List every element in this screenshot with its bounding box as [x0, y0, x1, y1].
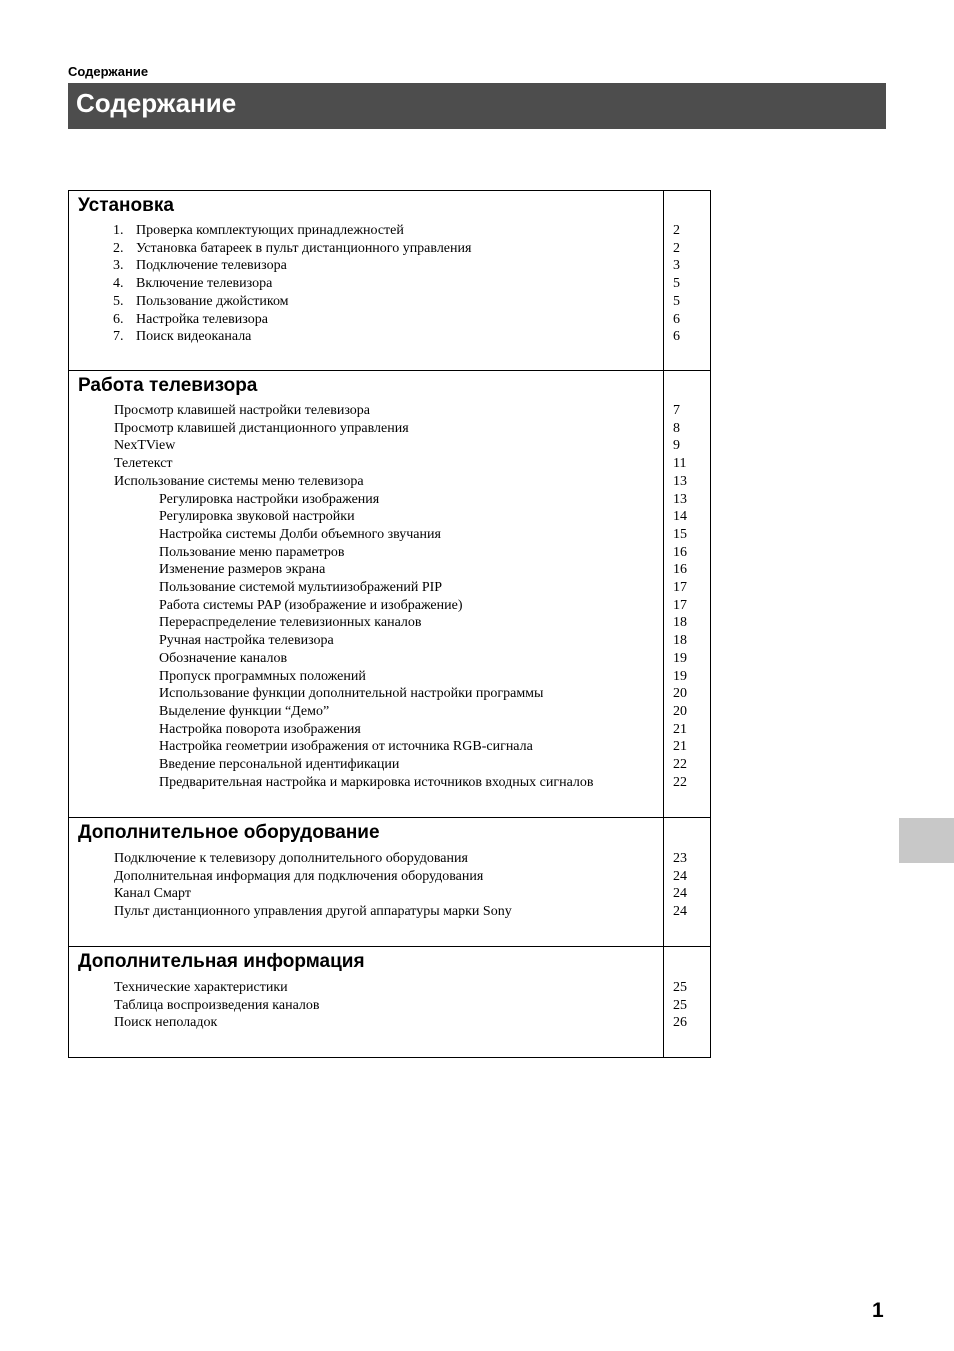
toc-entry-label: Просмотр клавишей дистанционного управления: [114, 420, 409, 436]
toc-entry[interactable]: [69, 438, 712, 456]
toc-entry-label: Таблица воспроизведения каналов: [114, 997, 320, 1013]
toc-entry-number: 4.: [113, 276, 124, 292]
toc-entry-number: 5.: [113, 293, 124, 309]
toc-entry-page: 3: [673, 258, 680, 274]
toc-entry-number: 1.: [113, 223, 124, 238]
toc-entry-label: Пользование джойстиком: [136, 293, 289, 309]
toc-entry-number: 2.: [113, 240, 124, 256]
toc-section-title: Установка: [78, 195, 174, 216]
toc-entry-page: 16: [673, 544, 687, 560]
toc-entry[interactable]: [69, 886, 712, 904]
toc-section-title: Работа телевизора: [78, 375, 258, 396]
toc-entry-label: Выделение функции “Демо”: [159, 703, 330, 719]
toc-entry-page: 22: [673, 757, 687, 772]
toc-entry-label: Дополнительная информация для подключения оборудования: [114, 868, 484, 884]
toc-entry-page: 13: [673, 473, 687, 489]
toc-entry-label: NexTView: [114, 438, 176, 454]
toc-entry-page: 23: [673, 851, 687, 866]
toc-entry[interactable]: [69, 757, 712, 775]
toc-entry[interactable]: [69, 421, 712, 439]
toc-entry[interactable]: [69, 509, 712, 527]
toc-entry-page: 18: [673, 615, 687, 631]
toc-entry[interactable]: [69, 258, 712, 276]
toc-entry[interactable]: [69, 527, 712, 545]
toc-entry-page: 26: [673, 1015, 687, 1031]
toc-entry[interactable]: [69, 329, 712, 347]
toc-entry[interactable]: [69, 580, 712, 598]
toc-entry[interactable]: [69, 704, 712, 722]
section-tab-marker: [899, 818, 954, 863]
toc-section: [69, 946, 710, 1057]
toc-entry-page: 5: [673, 276, 680, 292]
toc-entry-page: 16: [673, 562, 687, 578]
toc-entry[interactable]: [69, 904, 712, 922]
toc-section-title: Дополнительное оборудование: [78, 822, 380, 843]
toc-entry-label: Канал Смарт: [114, 886, 191, 902]
toc-entry-page: 17: [673, 580, 687, 595]
toc-entry-label: Работа системы PAP (изображение и изображение): [159, 597, 463, 613]
toc-entry-page: 2: [673, 240, 680, 256]
title-bar: [68, 83, 886, 129]
toc-entry[interactable]: [69, 1015, 712, 1033]
toc-entry[interactable]: [69, 545, 712, 563]
toc-section: [69, 191, 710, 370]
toc-entry-number: 7.: [113, 329, 124, 345]
toc-entry[interactable]: [69, 633, 712, 651]
toc-entry-label: Предварительная настройка и маркировка источников входных сигналов: [159, 774, 594, 790]
toc-entry-page: 13: [673, 491, 687, 507]
toc-entry-page: 24: [673, 886, 687, 902]
toc-entry-page: 9: [673, 438, 680, 454]
toc-entry-label: Настройка телевизора: [136, 311, 268, 327]
toc-entry-label: Перераспределение телевизионных каналов: [159, 615, 422, 631]
toc-entry[interactable]: [69, 869, 712, 887]
page-title: Содержание: [76, 88, 237, 118]
toc-entry[interactable]: [69, 562, 712, 580]
toc-entry-label: Введение персональной идентификации: [159, 757, 400, 772]
toc-entry-page: 19: [673, 668, 687, 684]
page-number: 1: [872, 1299, 884, 1322]
toc-entry-label: Ручная настройка телевизора: [159, 633, 334, 649]
toc-entry[interactable]: [69, 276, 712, 294]
toc-entry-label: Использование системы меню телевизора: [114, 473, 364, 489]
toc-entry-label: Изменение размеров экрана: [159, 562, 326, 578]
toc-entry[interactable]: [69, 223, 712, 241]
toc-entry-page: 14: [673, 509, 687, 525]
table-of-contents: [68, 190, 711, 1058]
toc-entry-page: 6: [673, 311, 680, 327]
toc-entry[interactable]: [69, 312, 712, 330]
toc-entry-label: Поиск неполадок: [114, 1015, 218, 1031]
toc-entry-label: Регулировка звуковой настройки: [159, 509, 355, 525]
toc-entry-page: 22: [673, 774, 687, 790]
toc-entry[interactable]: [69, 403, 712, 421]
toc-entry-label: Настройка системы Долби объемного звучания: [159, 526, 441, 542]
toc-entry[interactable]: [69, 474, 712, 492]
toc-entry-page: 19: [673, 650, 687, 666]
toc-entry-label: Поиск видеоканала: [136, 329, 252, 345]
toc-entry-page: 24: [673, 904, 687, 920]
toc-section-title: Дополнительная информация: [78, 951, 365, 972]
toc-entry-label: Просмотр клавишей настройки телевизора: [114, 403, 371, 418]
toc-entry[interactable]: [69, 241, 712, 259]
toc-entry-label: Пользование системой мультиизображений PIP: [159, 580, 443, 595]
toc-entry-page: 20: [673, 686, 687, 702]
toc-section: [69, 817, 710, 946]
toc-entry-label: Подключение к телевизору дополнительного оборудования: [114, 851, 468, 866]
toc-entry[interactable]: [69, 294, 712, 312]
toc-entry[interactable]: [69, 739, 712, 757]
toc-entry[interactable]: [69, 686, 712, 704]
toc-entry-page: 25: [673, 980, 687, 995]
running-head: Содержание: [68, 64, 149, 79]
toc-entry-label: Использование функции дополнительной настройки программы: [159, 686, 544, 702]
toc-entry[interactable]: [69, 669, 712, 687]
toc-entry-label: Настройка поворота изображения: [159, 721, 361, 737]
toc-entry[interactable]: [69, 980, 712, 998]
toc-entry-number: 3.: [113, 258, 124, 274]
toc-entry[interactable]: [69, 492, 712, 510]
toc-entry[interactable]: [69, 598, 712, 616]
toc-entry-label: Обозначение каналов: [159, 650, 288, 666]
toc-entry-page: 6: [673, 329, 680, 345]
toc-entry-page: 25: [673, 997, 687, 1013]
toc-entry[interactable]: [69, 998, 712, 1016]
toc-entry-label: Технические характеристики: [114, 980, 288, 995]
toc-entry-label: Проверка комплектующих принадлежностей: [136, 223, 404, 238]
toc-entry-page: 24: [673, 868, 687, 884]
toc-entry-label: Пользование меню параметров: [159, 544, 345, 560]
toc-entry-page: 7: [673, 403, 680, 418]
toc-entry[interactable]: [69, 775, 712, 793]
toc-entry-page: 2: [673, 223, 680, 238]
toc-entry-page: 18: [673, 633, 687, 649]
toc-entry[interactable]: [69, 851, 712, 869]
toc-entry[interactable]: [69, 456, 712, 474]
toc-entry[interactable]: [69, 651, 712, 669]
toc-entry-page: 21: [673, 739, 687, 755]
toc-entry-label: Пропуск программных положений: [159, 668, 366, 684]
toc-entry-label: Включение телевизора: [136, 276, 273, 292]
toc-entry-label: Регулировка настройки изображения: [159, 491, 380, 507]
toc-entry-page: 17: [673, 597, 687, 613]
toc-entry-page: 15: [673, 526, 687, 542]
toc-entry-label: Пульт дистанционного управления другой аппаратуры марки Sony: [114, 904, 512, 920]
toc-section: [69, 370, 710, 817]
toc-entry[interactable]: [69, 615, 712, 633]
toc-entry-label: Подключение телевизора: [136, 258, 287, 274]
toc-entry-number: 6.: [113, 311, 124, 327]
toc-entry[interactable]: [69, 722, 712, 740]
toc-entry-page: 20: [673, 703, 687, 719]
toc-entry-page: 8: [673, 420, 680, 436]
toc-entry-page: 5: [673, 293, 680, 309]
toc-entry-label: Телетекст: [114, 456, 173, 472]
toc-entry-label: Настройка геометрии изображения от источника RGB-сигнала: [159, 739, 533, 755]
toc-entry-page: 21: [673, 721, 687, 737]
toc-entry-label: Установка батареек в пульт дистанционного управления: [136, 240, 472, 256]
toc-entry-page: 11: [673, 456, 687, 472]
